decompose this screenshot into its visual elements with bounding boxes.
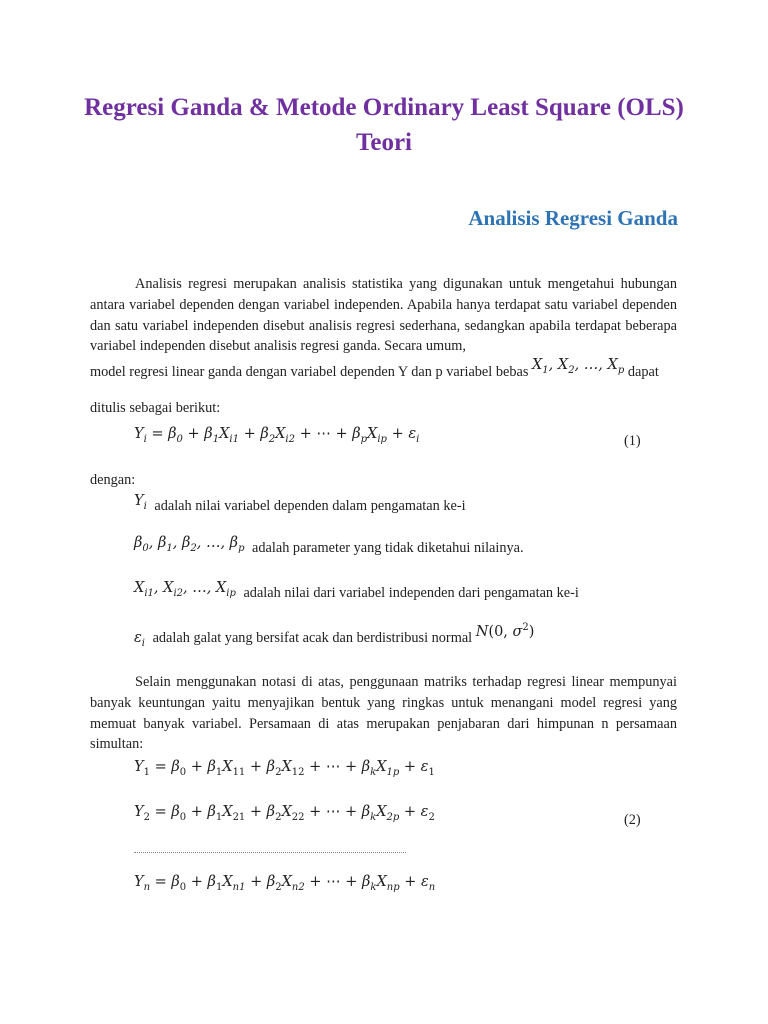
intro-paragraph-line5: model regresi linear ganda dengan variabel dependen Y dan p variabel bebas $X_1$, $X_2$, …, $X_p$ dapat	[90, 357, 659, 380]
equation-2-number: (2)	[624, 812, 641, 828]
intro-paragraph-line6: ditulis sebagai berikut:	[90, 400, 221, 416]
page-title: Regresi Ganda & Metode Ordinary Least Square (OLS) Teori	[84, 94, 684, 156]
definition-epsilon: $\varepsilon_i$ adalah galat yang bersifat acak dan berdistribusi normal N(0, $\sigma^2$)	[134, 622, 535, 649]
section-heading: Analisis Regresi Ganda	[468, 206, 678, 230]
intro-paragraph: Analisis regresi merupakan analisis statistika yang digunakan untuk mengetahui hubungan antara variabel dependen dengan variabel independen. Apabila hanya terdapat satu variabel dependen dan satu variabel independen disebut analisis regresi sederhana, sedangkan apabila terdapat beberapa variabel independen disebut analisis regresi ganda. Secara umum,	[90, 276, 677, 355]
ellipsis-divider	[134, 852, 406, 853]
definition-xs: $X_{i1}$, $X_{i2}$, …, $X_{ip}$ adalah nilai dari variabel independen dari pengamatan ke-i	[134, 580, 579, 601]
x-variables-formula: $X_1$, $X_2$, …, $X_p$	[531, 357, 625, 376]
equation-2-row-2: $Y_2 = \beta_0 + \beta_1X_{21} + \beta_2X_{22}$ + ⋯ + $\beta_kX_{2p} + \varepsilon_2$	[134, 804, 435, 823]
definition-betas: $\beta_0$, $\beta_1$, $\beta_2$, …, $\beta_p$ adalah parameter yang tidak diketahui nilainya.	[134, 535, 524, 556]
equation-1-number: (1)	[624, 433, 641, 449]
equation-2-row-n: $Y_n = \beta_0 + \beta_1X_{n1} + \beta_2X_{n2}$ + ⋯ + $\beta_kX_{np} + \varepsilon_n$	[134, 874, 436, 893]
definition-yi: $Y_i$ adalah nilai variabel dependen dalam pengamatan ke-i	[134, 493, 466, 514]
dengan-label: dengan:	[90, 472, 136, 488]
equation-2-row-1: $Y_1 = \beta_0 + \beta_1X_{11} + \beta_2X_{12}$ + ⋯ + $\beta_kX_{1p} + \varepsilon_1$	[134, 759, 435, 778]
matrix-paragraph: Selain menggunakan notasi di atas, penggunaan matriks terhadap regresi linear mempunyai banyak keuntungan yaitu menyajikan bentuk yang ringkas untuk menangani model regresi yang memuat banyak variabel. Persamaan di atas merupakan penjabaran dari himpunan n persamaan simultan:	[90, 674, 677, 753]
equation-1: $Y_i = \beta_0 + \beta_1X_{i1} + \beta_2X_{i2}$ + ⋯ + $\beta_pX_{ip} + \varepsilon_i$	[134, 426, 420, 445]
